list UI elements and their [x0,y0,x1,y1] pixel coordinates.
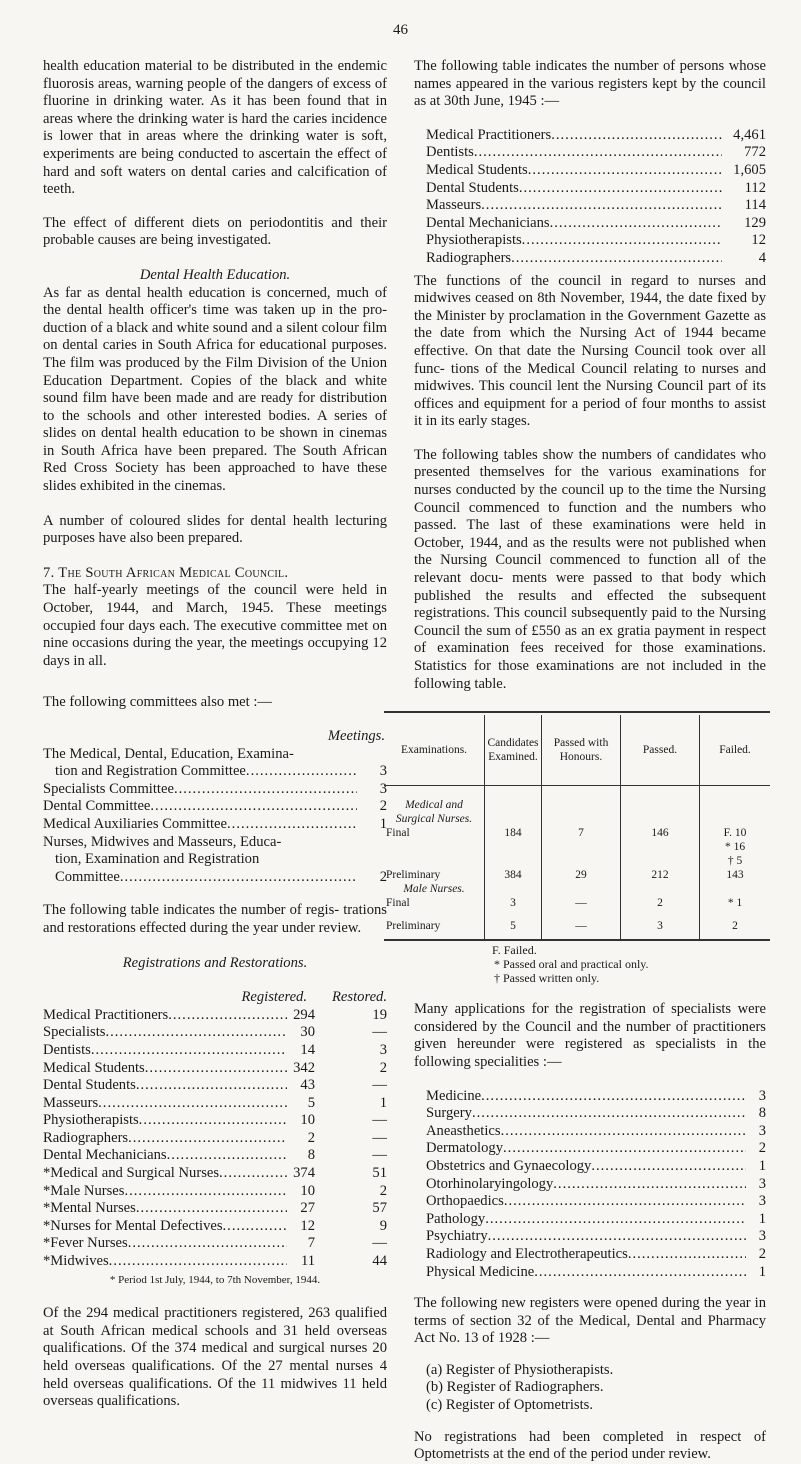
registration-row: *Nurses for Mental Defectives ..... 12 9 [43,1218,387,1236]
register-row: Physiotherapists ..... 12 [426,232,766,250]
registrations-title: Registrations and Restorations. [122,954,308,971]
new-register-item: (b) Register of Radiographers. [426,1379,604,1396]
register-row: Dentists ..... 772 [426,144,766,162]
register-row: Medical Students ..... 1,605 [426,162,766,180]
paragraph-committees-intro: The following committees also met :— [43,694,272,711]
register-row: Dental Students ..... 112 [426,180,766,198]
speciality-row: Pathology ..... 1 [426,1211,766,1229]
page-number: 46 [393,22,408,38]
paragraph-examinations-intro: The following tables show the numbers of candidates who presented themselves for the various examinations for nurses conducted by the council up to the time the Nursing Council commenced to function and the numbers who passed. The last of these examinations were held in October, 1944, and as the results were not published when the Nursing Council commenced to function all of the relevant docu- ments were passed to that body which published the results and effected the subsequent registrations. This council subsequently paid to the Nursing Council the sum of £550 as an ex gratia payment in respect of examination fees received for those examinations. Statistics for those examinations are not included in the following table. [414,446,766,692]
exam-group-row: Medical and Surgical Nurses. [384,786,770,827]
registration-row: Dental Mechanicians ..... 8 — [43,1147,387,1165]
right-column [386,58,766,1464]
registration-row: Dentists ..... 14 3 [43,1042,387,1060]
paragraph-registrations-intro: The following table indicates the number of regis- trations and restorations effected during the year under review. [43,902,387,936]
exam-col-honours: Passed with Honours. [542,715,621,786]
speciality-row: Radiology and Electrotherapeutics ..... 2 [426,1246,766,1264]
exam-table-wrapper [384,711,770,941]
registration-row: Dental Students ..... 43 — [43,1077,387,1095]
paragraph-registers-intro: The following table indicates the number of persons whose names appeared in the various registers kept by the council as at 30th June, 1945 :— [414,58,766,110]
register-row: Medical Practitioners ..... 4,461 [426,127,766,145]
speciality-row: Dermatology ..... 2 [426,1140,766,1158]
new-register-item: (c) Register of Optometrists. [426,1397,593,1414]
paragraph-diets: The effect of different diets on periodontitis and their probable causes are being investigated. [43,214,387,249]
speciality-row: Surgery ..... 8 [426,1105,766,1123]
registrations-table [43,1007,387,1271]
speciality-row: Orthopaedics ..... 3 [426,1193,766,1211]
meetings-column-header: Meetings. [327,728,385,744]
exam-col-candidates: Candidates Examined. [485,715,542,786]
registration-row: *Midwives ..... 11 44 [43,1253,387,1271]
paragraph-specialists-intro: Many applications for the registration of specialists were considered by the Council and the number of practitioners given hereunder were registered as specialists in the following specialities :— [414,1001,766,1070]
paragraph-optometrists: No registrations had been completed in respect of Optometrists at the end of the period under review. [414,1428,766,1463]
speciality-row: Otorhinolaryingology ..... 3 [426,1176,766,1194]
committee-item: Dental Committee ..... 2 [43,798,387,816]
exam-row: Final 3 — 2 * 1 [386,897,743,910]
registered-header: Registered. [241,989,307,1006]
registration-row: *Medical and Surgical Nurses ..... 374 51 [43,1165,387,1183]
exam-notes: F. Failed. * Passed oral and practical only. † Passed written only. [492,943,649,986]
left-column [43,58,387,1411]
registers-list [414,127,766,268]
registration-row: *Mental Nurses ..... 27 57 [43,1200,387,1218]
exam-header-row [384,715,770,786]
speciality-row: Psychiatry ..... 3 [426,1228,766,1246]
exam-group-row: Male Nurses. [384,882,770,896]
register-row: Masseurs ..... 114 [426,197,766,215]
committee-item: The Medical, Dental, Education, Examina- tion and Registration Committee ..... 3 [43,746,387,781]
paragraph-dental-education: As far as dental health education is concerned, much of the dental health officer's time was taken up in the pro- duction of a black and white sound and a silent colour film on dental caries in South Africa for educational purposes. The film was produced by the Film Division of the Union Education Department. Copies of the black and white sound film have been made and are ready for distribution to the schools and other interested bodies. A series of slides on dental health education to be shown in cinemas in South Africa have been prepared. The South African Red Cross Society has been approached to have these slides exhibited in the cinemas. [43,284,387,495]
register-row: Radiographers ..... 4 [426,250,766,268]
committee-item: Nurses, Midwives and Masseurs, Educa- tion, Examination and Registration Committee ..... 2 [43,834,387,887]
committees-list [43,746,387,887]
register-row: Dental Mechanicians ..... 129 [426,215,766,233]
exam-col-examinations: Examinations. [384,715,485,786]
paragraph-new-registers: The following new registers were opened during the year in terms of section 32 of the Medical, Dental and Pharmacy Act No. 13 of 1928 :— [414,1295,766,1347]
registration-row: Masseurs ..... 5 1 [43,1095,387,1113]
registrations-footnote: * Period 1st July, 1944, to 7th November, 1944. [109,1273,321,1286]
new-register-item: (a) Register of Physiotherapists. [426,1361,614,1378]
committee-item: Specialists Committee ..... 3 [43,781,387,799]
speciality-row: Obstetrics and Gynaecology ..... 1 [426,1158,766,1176]
speciality-row: Aneasthetics ..... 3 [426,1123,766,1141]
new-registers-list [414,1362,766,1415]
exam-col-passed: Passed. [621,715,700,786]
speciality-row: Medicine ..... 3 [426,1088,766,1106]
speciality-row: Physical Medicine ..... 1 [426,1264,766,1282]
registration-row: *Fever Nurses ..... 7 — [43,1235,387,1253]
committee-item: Medical Auxiliaries Committee ..... 1 [43,816,387,834]
paragraph-fluorosis: health education material to be distributed in the endemic fluorosis areas, warning people of the dangers of excess of fluorine in drinking water. As it has been found that in areas where the drinking water is hard the caries incidence is lower that in areas where the drinking water is soft, experiments are being conducted to ascertain the effect of hard and soft waters on dental caries and calcification of teeth. [43,58,387,198]
paragraph-qualifications: Of the 294 medical practitioners registered, 263 qualified at South African medical schools and 31 held overseas qualifications. Of the 374 medical and surgical nurses 20 held overseas qualifications. Of the 27 mental nurses 4 held overseas qualifications. Of the 11 midwives 11 held overseas qualifications. [43,1305,387,1410]
registration-row: Radiographers ..... 2 — [43,1130,387,1148]
registration-row: Physiotherapists ..... 10 — [43,1112,387,1130]
exam-col-failed: Failed. [700,715,771,786]
exam-row: Preliminary 384 29 212 143 [386,869,744,882]
registration-row: Medical Students ..... 342 2 [43,1060,387,1078]
exam-table [384,715,770,939]
paragraph-coloured-slides: A number of coloured slides for dental health lecturing purposes have also been prepared. [43,512,387,547]
specialities-list [414,1088,766,1282]
registration-row: Medical Practitioners ..... 294 19 [43,1007,387,1025]
section-heading-medical-council: 7. The South African Medical Council. [43,564,289,581]
heading-dental-health-education: Dental Health Education. [139,266,291,283]
paragraph-meetings: The half-yearly meetings of the council were held in October, 1944, and March, 1945. These meetings occupied four days each. The executive committee met on nine occasions during the year, the meetings occupying 12 days in all. [43,582,387,669]
registration-row: *Male Nurses ..... 10 2 [43,1183,387,1201]
exam-row: Preliminary 5 — 3 2 [384,910,770,939]
exam-row: Final 184 7 146 F. 10 * 16 † 5 [386,827,747,868]
paragraph-nursing-council: The functions of the council in regard to nurses and midwives ceased on 8th November, 1944, the date fixed by the Minister by proclamation in the Government Gazette as the date from which the Nursing Act of 1944 became effective. On that date the Nursing Council took over all func- tions of the Medical Council relating to nurses and midwives. This council lent the Nursing Council part of its offices and equipment for a period of four months to assist it in its early stages. [414,272,766,430]
restored-header: Restored. [332,989,387,1006]
registration-row: Specialists ..... 30 — [43,1024,387,1042]
